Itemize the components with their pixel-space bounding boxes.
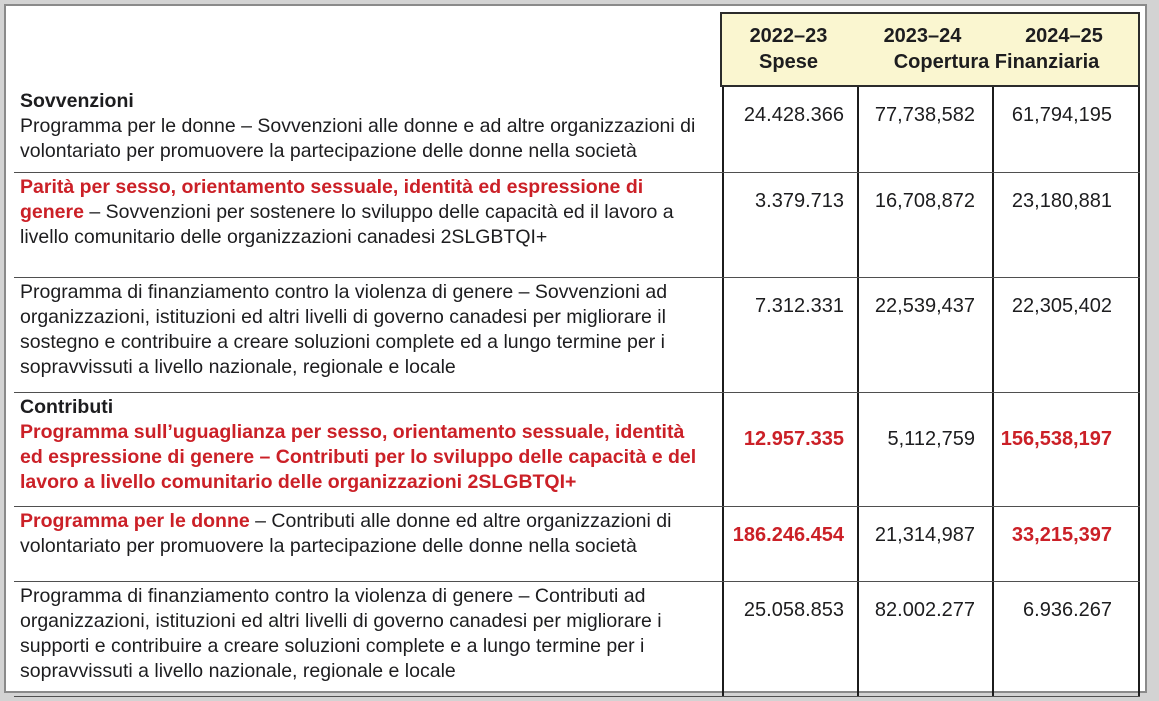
program-description-cell: [14, 393, 722, 506]
cell-spese-2022-23: 25.058.853: [722, 582, 857, 696]
table-row: [14, 582, 1140, 697]
table-row: [14, 507, 1140, 582]
program-description-cell: [14, 173, 722, 277]
table-row: [14, 278, 1140, 393]
cell-spese-2022-23: 186.246.454: [722, 507, 857, 581]
cell-spese-2022-23: 12.957.335: [722, 393, 857, 506]
cell-copertura-2023-24: 77,738,582: [857, 87, 992, 172]
program-description-cell: [14, 87, 722, 172]
program-text: – Contributi alle donne ed altre organizzazioni di volontariato per promuovere la partecipazione delle donne nella società: [20, 510, 672, 557]
cell-spese-2022-23: 7.312.331: [722, 278, 857, 392]
header-year-2024-25: 2024–25: [1025, 25, 1103, 47]
program-text: Programma per le donne – Sovvenzioni alle donne e ad altre organizzazioni di volontariato per promuovere la partecipazione delle donne nella società: [20, 115, 696, 162]
cell-copertura-2024-25: 6.936.267: [992, 582, 1140, 696]
table-header: [720, 12, 1140, 87]
program-description-cell: [14, 582, 722, 696]
program-text: Programma di finanziamento contro la violenza di genere – Sovvenzioni ad organizzazioni, istituzioni ed altri livelli di governo canadesi per migliorare il sostegno e contribuire a creare soluzioni complete ed a lungo termine per i sopravvissuti a livello nazionale, regionale e locale: [20, 281, 668, 378]
header-label-spese: Spese: [759, 51, 818, 73]
header-year-2022-23: 2022–23: [749, 25, 828, 47]
table-body: [14, 87, 1140, 697]
cell-copertura-2024-25: 33,215,397: [992, 507, 1140, 581]
cell-spese-2022-23: 3.379.713: [722, 173, 857, 277]
table-row: [14, 393, 1140, 507]
table-row: [14, 173, 1140, 278]
group-heading: Contributi: [20, 396, 114, 418]
program-name-highlight: Programma sull’uguaglianza per sesso, orientamento sessuale, identità ed espressione di genere – Contributi per lo sviluppo delle capacità e del lavoro a livello comunitario delle organizzazioni 2SLGBTQI+: [20, 421, 697, 493]
header-year-2023-24: 2023–24: [883, 25, 962, 47]
cell-copertura-2023-24: 21,314,987: [857, 507, 992, 581]
cell-copertura-2023-24: 5,112,759: [857, 393, 992, 506]
document-page: [4, 4, 1147, 693]
cell-spese-2022-23: 24.428.366: [722, 87, 857, 172]
program-name-highlight: Parità per sesso, orientamento sessuale, identità ed espressione di genere: [20, 176, 644, 223]
cell-copertura-2024-25: 23,180,881: [992, 173, 1140, 277]
table-row: [14, 87, 1140, 173]
program-description-cell: [14, 507, 722, 581]
group-heading: Sovvenzioni: [20, 90, 134, 112]
cell-copertura-2024-25: 156,538,197: [992, 393, 1140, 506]
program-description-cell: [14, 278, 722, 392]
program-text: Programma di finanziamento contro la violenza di genere – Contributi ad organizzazioni, istituzioni ed altri livelli di governo canadesi per migliorare i supporti e contribuire a creare soluzioni complete e a lungo termine per i sopravvissuti a livello nazionale, regionale e locale: [20, 585, 662, 682]
cell-copertura-2023-24: 82.002.277: [857, 582, 992, 696]
cell-copertura-2024-25: 22,305,402: [992, 278, 1140, 392]
cell-copertura-2023-24: 16,708,872: [857, 173, 992, 277]
cell-copertura-2024-25: 61,794,195: [992, 87, 1140, 172]
program-text: – Sovvenzioni per sostenere lo sviluppo delle capacità ed il lavoro a livello comunitario delle organizzazioni canadesi 2SLGBTQI+: [20, 201, 674, 248]
cell-copertura-2023-24: 22,539,437: [857, 278, 992, 392]
header-label-copertura-finanziaria: Copertura Finanziaria: [893, 51, 1100, 73]
program-name-highlight: Programma per le donne: [20, 510, 250, 532]
